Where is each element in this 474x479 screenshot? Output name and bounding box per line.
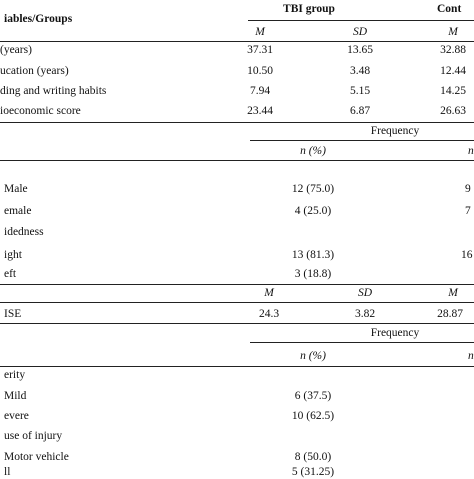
mse-tbi-m: 24.3 — [258, 308, 280, 320]
mse-tbi-sd: 3.82 — [354, 308, 376, 320]
female-tbi: 4 (25.0) — [294, 205, 332, 217]
header-group-rule — [248, 20, 474, 21]
row-label-female: emale — [4, 205, 32, 217]
fall-tbi: 5 (31.25) — [291, 466, 335, 478]
header-tbi-group: TBI group — [283, 3, 335, 15]
frequency-header-bottom-rule-2 — [0, 366, 474, 367]
male-control: 9 — [465, 183, 471, 195]
row-label-age: (years) — [0, 44, 32, 56]
age-control-m: 32.88 — [440, 44, 466, 56]
education-tbi-m: 10.50 — [247, 65, 273, 77]
socioeconomic-control-m: 26.63 — [440, 105, 466, 117]
reading-control-m: 14.25 — [440, 85, 466, 97]
socioeconomic-tbi-m: 23.44 — [247, 105, 273, 117]
frequency-header-2: Frequency — [370, 327, 420, 339]
col-control-m: M — [448, 26, 458, 38]
mse-header-rule — [0, 302, 474, 303]
severe-tbi: 10 (62.5) — [291, 410, 335, 422]
age-tbi-sd: 13.65 — [347, 44, 373, 56]
row-label-cause-of-injury: use of injury — [4, 430, 63, 442]
reading-tbi-m: 7.94 — [249, 85, 271, 97]
left-tbi: 3 (18.8) — [294, 268, 332, 280]
row-label-right: ight — [4, 249, 22, 261]
row-label-severity: erity — [4, 369, 26, 381]
frequency-header-bottom-rule-1 — [0, 160, 474, 161]
education-control-m: 12.44 — [440, 65, 466, 77]
section-rule-3 — [0, 323, 474, 324]
row-label-motor-vehicle: Motor vehicle — [4, 451, 69, 463]
row-label-mse: ISE — [4, 308, 22, 320]
header-variables-groups: iables/Groups — [4, 13, 73, 25]
socioeconomic-tbi-sd: 6.87 — [349, 105, 371, 117]
col-n-pct-1: n (%) — [300, 145, 326, 157]
male-tbi: 12 (75.0) — [291, 183, 335, 195]
col-n-pct-2: n (%) — [300, 350, 326, 362]
row-label-left: eft — [4, 268, 17, 280]
frequency-rule-1 — [250, 140, 474, 141]
row-label-socioeconomic: ioeconomic score — [0, 105, 81, 117]
col-mse-sd: SD — [357, 287, 373, 299]
row-label-mild: Mild — [4, 390, 27, 402]
col-mse-control-m: M — [448, 287, 458, 299]
col-tbi-m: M — [255, 26, 265, 38]
section-rule-1 — [0, 122, 474, 123]
col-n-partial-2: n — [468, 350, 474, 362]
col-tbi-sd: SD — [352, 26, 368, 38]
mild-tbi: 6 (37.5) — [294, 390, 332, 402]
reading-tbi-sd: 5.15 — [349, 85, 371, 97]
header-bottom-rule — [0, 41, 474, 42]
row-label-education: ucation (years) — [0, 65, 69, 77]
education-tbi-sd: 3.48 — [349, 65, 371, 77]
row-label-handedness: idedness — [4, 226, 44, 238]
row-label-severe: evere — [4, 410, 29, 422]
col-mse-m: M — [264, 287, 274, 299]
motor-vehicle-tbi: 8 (50.0) — [294, 451, 332, 463]
section-rule-2 — [0, 284, 474, 285]
row-label-fall: ll — [4, 466, 11, 478]
col-n-partial-1: n — [468, 145, 474, 157]
header-control-group: Cont — [437, 3, 462, 15]
row-label-male: Male — [4, 183, 28, 195]
right-control: 16 — [461, 249, 473, 261]
frequency-rule-2 — [250, 342, 474, 343]
row-label-reading-writing: ding and writing habits — [0, 85, 107, 97]
mse-control-m: 28.87 — [437, 308, 463, 320]
frequency-header-1: Frequency — [370, 125, 420, 137]
right-tbi: 13 (81.3) — [291, 249, 335, 261]
female-control: 7 — [465, 205, 471, 217]
age-tbi-m: 37.31 — [247, 44, 273, 56]
